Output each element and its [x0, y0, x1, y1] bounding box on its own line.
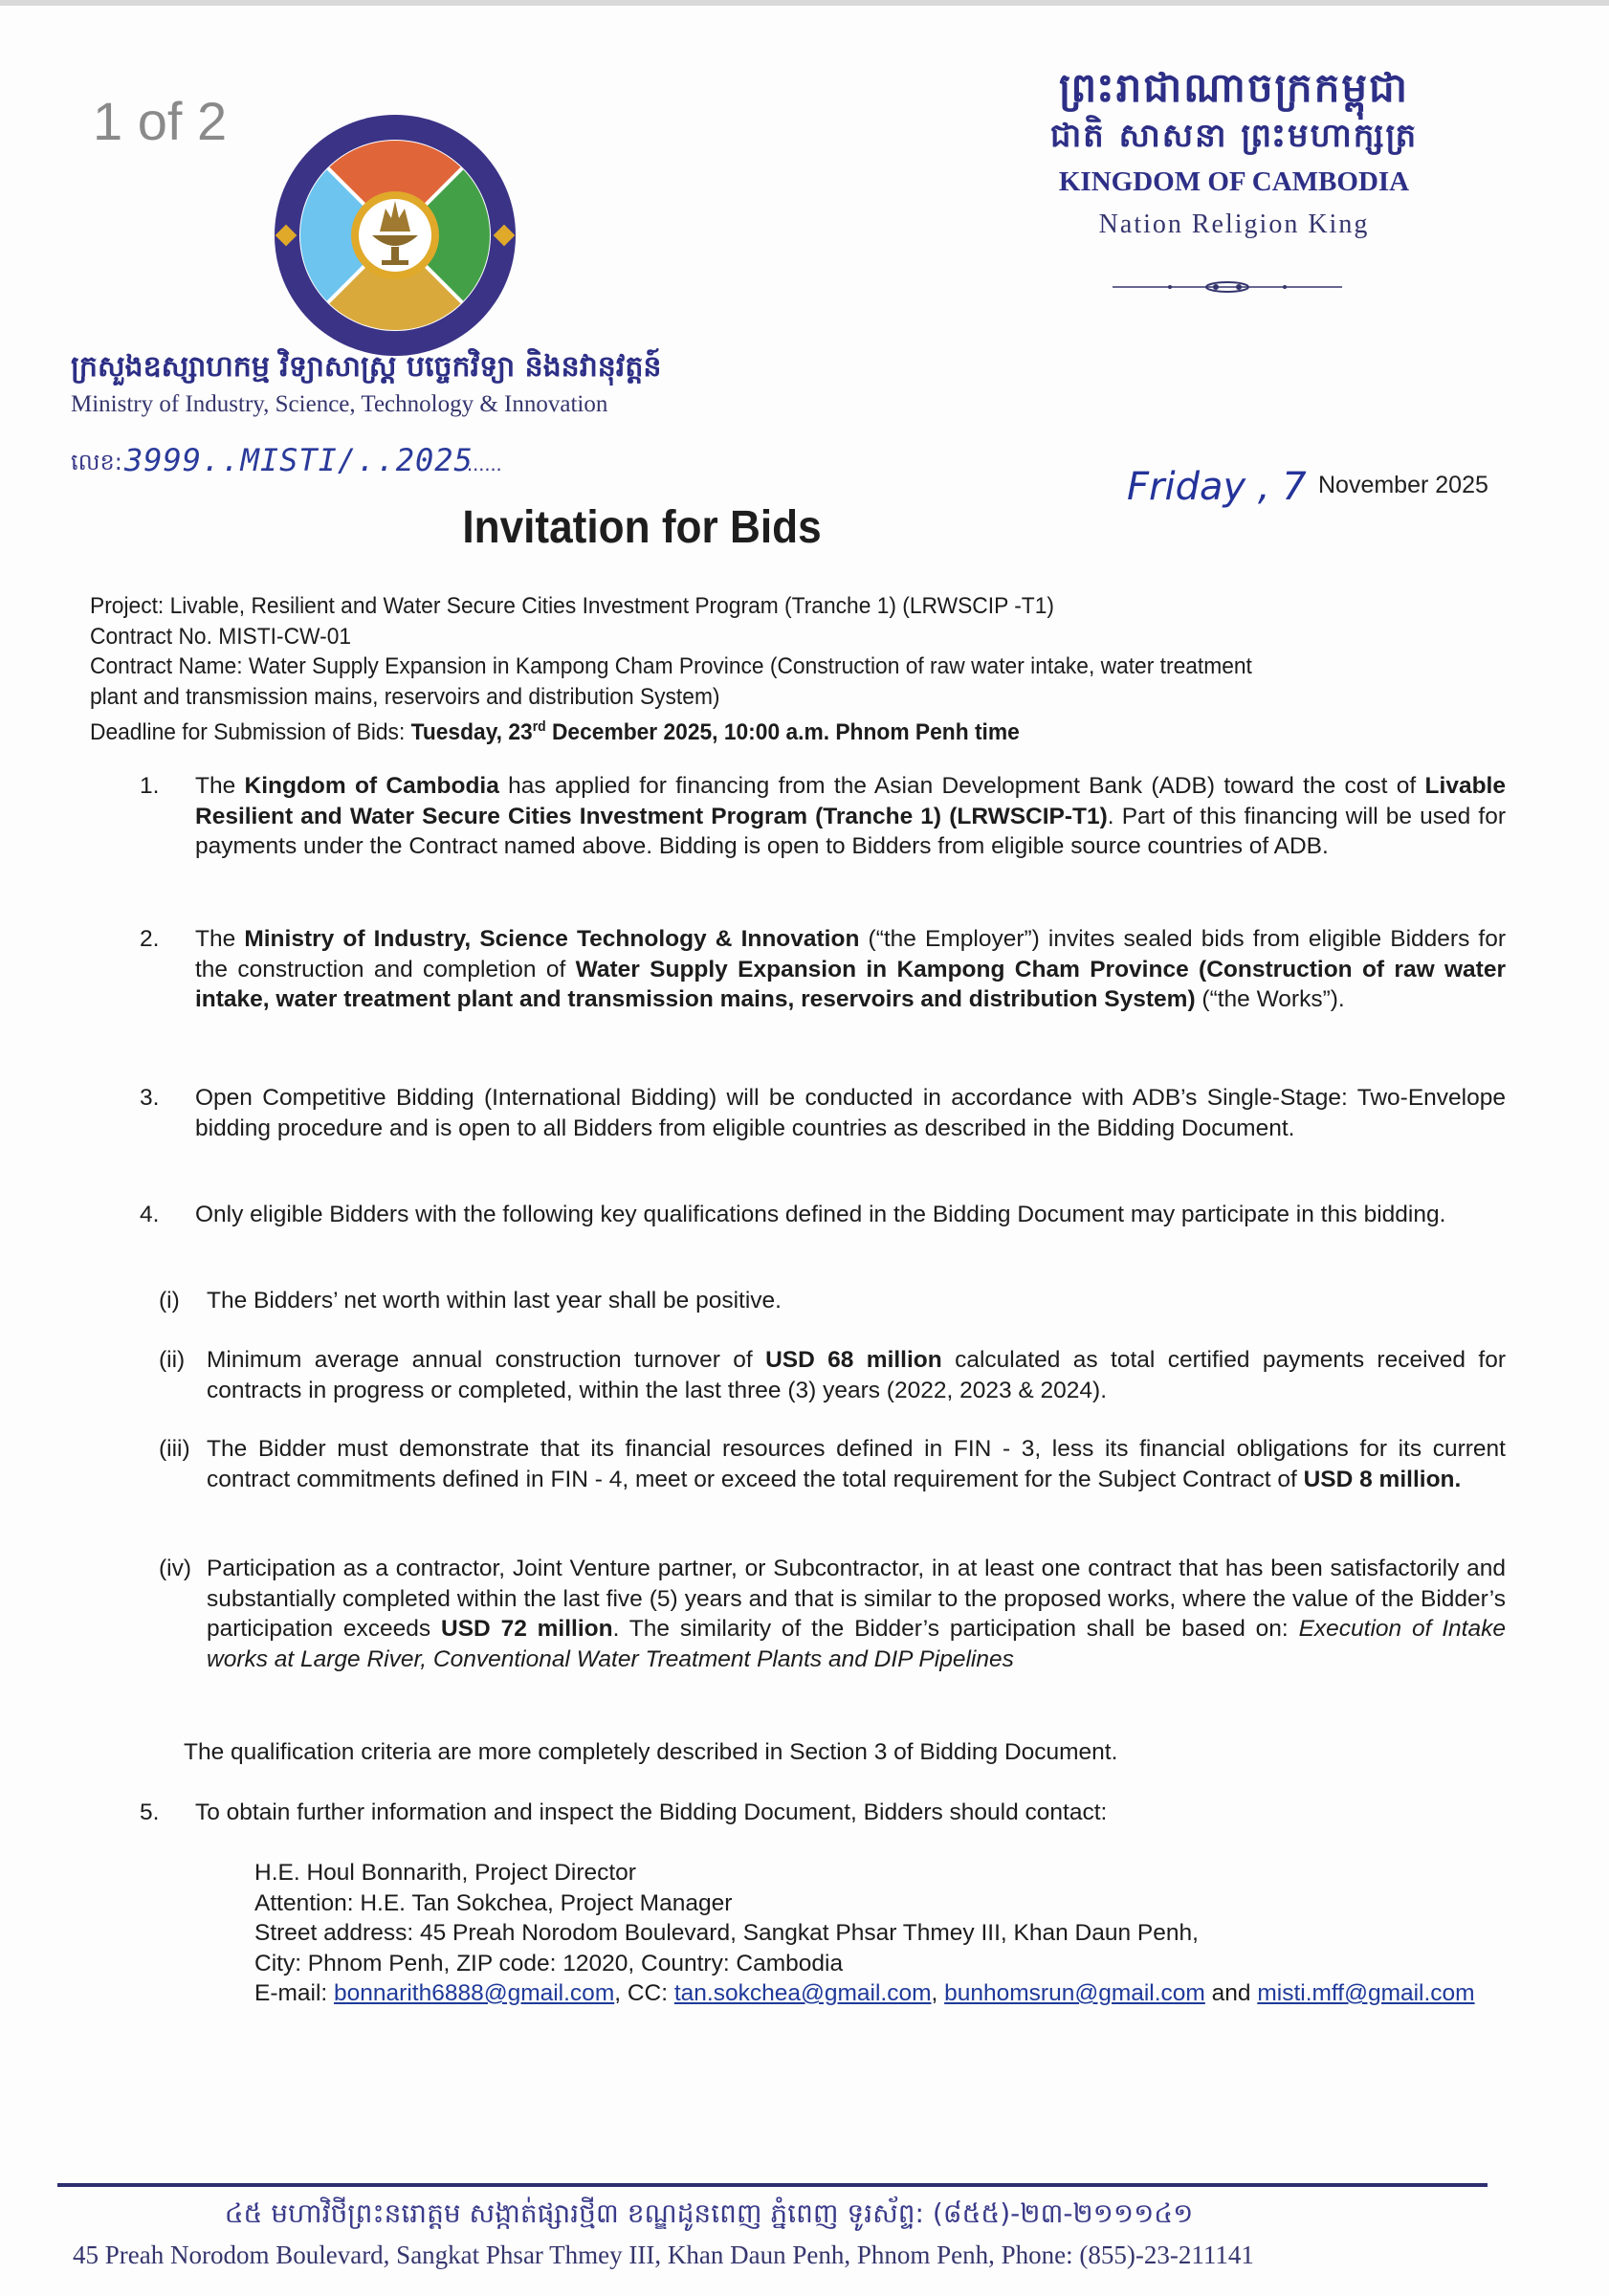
page-counter: 1 of 2	[93, 91, 228, 151]
paragraph-number: 4.	[140, 1202, 160, 1227]
printed-date: November 2025	[1318, 472, 1488, 498]
text-run: . Part of this financing will be used for payments under the Contract named above. Bidding is open to Bidders from eligible source countries of ADB.	[195, 803, 1506, 859]
deadline-suffix: rd	[532, 718, 546, 735]
email-link-misti[interactable]: misti.mff@gmail.com	[1257, 1980, 1475, 2006]
contract-name-line-1	[90, 651, 1506, 682]
contract-summary	[90, 591, 1506, 748]
text-run: . The similarity of the Bidder’s participation shall be based on:	[612, 1616, 1299, 1642]
text-run: The	[195, 926, 245, 952]
motto-khmer: ជាតិ សាសនា ព្រះមហាក្សត្រ	[1049, 117, 1419, 155]
ministry-name-english: Ministry of Industry, Science, Technology & Innovation	[71, 391, 608, 417]
paragraph-text: Only eligible Bidders with the following key qualifications defined in the Bidding Document may participate in this bidding.	[195, 1202, 1446, 1227]
handwritten-date: Friday , 7	[1127, 465, 1307, 509]
qualification-number: (iv)	[159, 1556, 192, 1581]
deadline-line	[90, 712, 1506, 748]
text-run: (“the Works”).	[1195, 986, 1345, 1012]
reference-number: 3999..MISTI/..2025	[124, 442, 474, 478]
ministry-seal-icon	[273, 113, 518, 358]
contact-emails	[254, 1978, 1527, 2009]
paragraph-text: To obtain further information and inspect the Bidding Document, Bidders should contact:	[195, 1799, 1108, 1825]
bold-run: USD 8 million.	[1303, 1466, 1462, 1492]
bold-run: USD 72 million	[441, 1616, 613, 1642]
project-line	[90, 591, 1506, 622]
deadline-value-rest: December 2025, 10:00 a.m. Phnom Penh time	[545, 719, 1020, 746]
text-run: has applied for financing from the Asian Development Bank (ADB) toward the cost of	[498, 773, 1425, 799]
title-text: Invitation for Bids	[462, 502, 822, 553]
contract-name-text-2: plant and transmission mains, reservoirs and distribution System)	[90, 683, 720, 710]
italic-run: Execution of Intake works at Large River, Conventional Water Treatment Plants and DIP Pipelines	[207, 1616, 1506, 1672]
deadline-value: Tuesday, 23	[410, 719, 533, 746]
text-run: Participation as a contractor, Joint Venture partner, or Subcontractor, in at least one contract that has been satisfactorily and substantially completed within the last five (5) years and that is similar to the proposed works, where the value of the Bidder’s participation exceeds	[207, 1556, 1506, 1642]
kingdom-name-khmer: ព្រះរាជាណាចក្រកម្ពុជា	[1058, 64, 1410, 111]
separator: ,	[931, 1980, 945, 2006]
document-page	[0, 6, 1609, 2296]
paragraph-text	[195, 771, 1506, 862]
qualification-number: (i)	[159, 1288, 180, 1314]
deadline-label: Deadline for Submission of Bids:	[90, 719, 411, 746]
contract-name-text-1: Contract Name: Water Supply Expansion in Kampong Cham Province (Construction of raw water intake, water treatment	[90, 653, 1252, 679]
email-link-cc[interactable]: bunhomsrun@gmail.com	[944, 1980, 1205, 2006]
contract-name-line-2	[90, 682, 1506, 713]
closing-text: The qualification criteria are more completely described in Section 3 of Bidding Document.	[184, 1739, 1118, 1765]
qualification-text	[207, 1554, 1506, 1674]
page-title	[0, 501, 1609, 554]
bold-run: Livable Resilient and Water Secure Cities Investment Program (Tranche 1) (LRWSCIP-T1)	[195, 773, 1506, 829]
bold-run: USD 68 million	[765, 1347, 942, 1373]
paragraph-number: 2.	[140, 926, 160, 952]
qualification-number: (iii)	[159, 1436, 190, 1462]
contact-city: City: Phnom Penh, ZIP code: 12020, Country: Cambodia	[254, 1950, 844, 1976]
cc-label: , CC:	[614, 1980, 674, 2006]
email-link-manager[interactable]: tan.sokchea@gmail.com	[673, 1980, 932, 2006]
text-run: Minimum average annual construction turnover of	[207, 1347, 766, 1373]
qualification-text	[207, 1434, 1506, 1494]
motto-english: Nation Religion King	[1098, 210, 1370, 239]
contract-number-text: Contract No. MISTI-CW-01	[90, 623, 352, 650]
text-run: calculated as total certified payments received for contracts in progress or completed, within the last three (3) years (2022, 2023 & 2024).	[207, 1347, 1506, 1403]
paragraph-number: 3.	[140, 1085, 160, 1111]
paragraph-text: Open Competitive Bidding (International Bidding) will be conducted in accordance with ADB’s Single-Stage: Two-Envelope bidding procedure and is open to all Bidders from eligible countries as described in the Bidding Document.	[195, 1085, 1506, 1141]
kingdom-header	[1014, 63, 1454, 240]
contact-street: Street address: 45 Preah Norodom Boulevard, Sangkat Phsar Thmey III, Khan Daun Penh,	[254, 1920, 1199, 1946]
footer-address-english: 45 Preah Norodom Boulevard, Sangkat Phsar Thmey III, Khan Daun Penh, Phnom Penh, Phone: (855)-23-211141	[73, 2241, 1254, 2269]
and-label: and	[1204, 1980, 1258, 2006]
paragraph-number: 1.	[140, 773, 160, 799]
kingdom-name-english: KINGDOM OF CAMBODIA	[1058, 166, 1410, 197]
qualification-number: (ii)	[159, 1347, 186, 1373]
text-run: (“the Employer”) invites sealed bids from eligible Bidders for the construction and completion of	[195, 926, 1507, 982]
ornament-divider-icon	[1113, 281, 1342, 293]
text-run: The	[195, 773, 245, 799]
text-run: The Bidder must demonstrate that its financial resources defined in FIN - 3, less its financial obligations for its current contract commitments defined in FIN - 4, meet or exceed the total requirement for the Subject Contract of	[207, 1436, 1506, 1492]
paragraph-text	[195, 924, 1506, 1015]
contact-block	[254, 1858, 1527, 2009]
qualification-text: The Bidders’ net worth within last year shall be positive.	[207, 1288, 782, 1314]
reference-dots: ......	[467, 452, 502, 475]
bold-run: Ministry of Industry, Science Technology & Innovation	[244, 926, 860, 952]
project-text: Project: Livable, Resilient and Water Secure Cities Investment Program (Tranche 1) (LRWSCIP -T1)	[90, 593, 1054, 619]
email-link-director[interactable]: bonnarith6888@gmail.com	[334, 1980, 615, 2006]
reference-label: លេខ:	[71, 449, 122, 475]
bold-run: Kingdom of Cambodia	[244, 773, 499, 799]
email-label: E-mail:	[254, 1980, 335, 2006]
paragraph-number: 5.	[140, 1799, 160, 1825]
contact-director: H.E. Houl Bonnarith, Project Director	[254, 1860, 636, 1886]
footer-address-khmer: ៤៥ មហាវិថីព្រះនរោត្តម សង្កាត់ផ្សារថ្មី៣ ខណ្ឌដូនពេញ ភ្នំពេញ ទូរស័ព្ទ: (៨៥៥)-២៣-២១១១៤១	[224, 2197, 1194, 2229]
qualification-text	[207, 1345, 1506, 1405]
ministry-name-khmer: ក្រសួងឧស្សាហកម្ម វិទ្យាសាស្ត្រ បច្ចេកវិទ្យា និងនវានុវត្តន៍	[71, 350, 662, 384]
contract-number	[90, 622, 1506, 652]
bold-run: Water Supply Expansion in Kampong Cham Province (Construction of raw water intake, water treatment plant and transmission mains, reservoirs and distribution System)	[195, 956, 1506, 1012]
contact-attention: Attention: H.E. Tan Sokchea, Project Manager	[254, 1889, 733, 1916]
footer-divider	[57, 2183, 1488, 2187]
